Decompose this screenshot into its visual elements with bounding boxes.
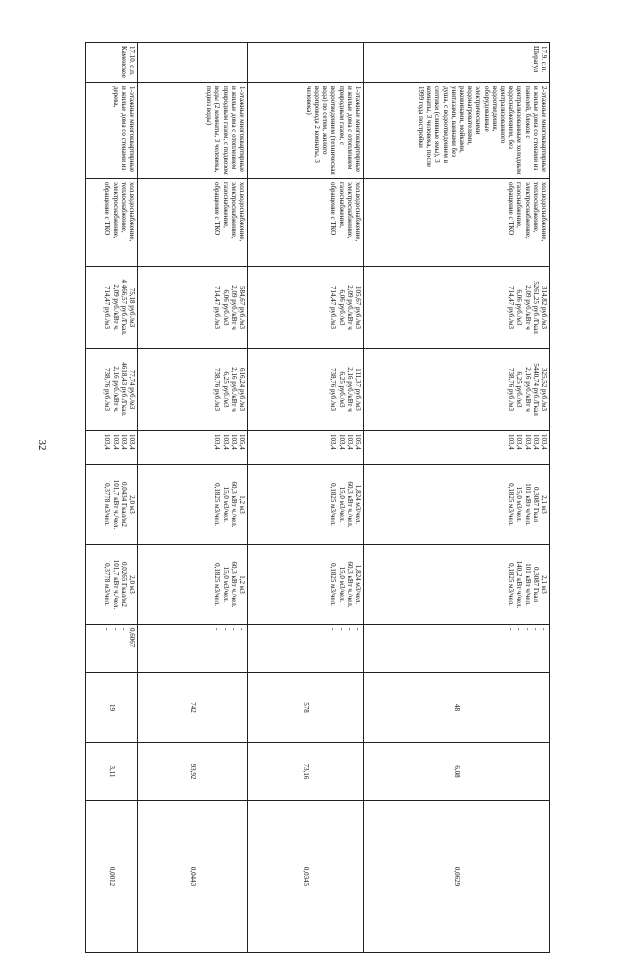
growth-cell — [364, 743, 550, 801]
other-col-line: - — [337, 628, 346, 631]
services-line: газоснабжение, — [337, 182, 346, 228]
other-col-line: - — [345, 628, 354, 631]
tariff-from-line: 6,06 руб./м3 — [221, 289, 230, 326]
index-line: 103,4 — [540, 434, 548, 450]
services-line: газоснабжение, — [515, 182, 524, 228]
index-line: 103,4 — [329, 434, 338, 450]
growth-text: 6,08 — [452, 765, 461, 778]
tariff-from-line: 314,82 руб./м3 — [540, 285, 548, 329]
tariff-to-line: 6,25 руб./м3 — [337, 371, 346, 408]
tariff-to-line: 2,16 руб./кВт ч — [345, 367, 354, 412]
other-col-line: - — [238, 628, 246, 631]
index-line: 105,4 — [238, 434, 246, 450]
norm-from-line: 0,3087 Гкал — [531, 486, 540, 522]
norm-to-line: 0,3087 Гкал — [531, 566, 540, 602]
share-text: 0,0629 — [452, 866, 461, 887]
norm-to-line: 0,3778 м3/чел. — [103, 563, 112, 606]
tariff-to-line: 325,52 руб./м3 — [540, 367, 548, 411]
tariff-from-line: 714,47 руб./м3 — [213, 285, 222, 329]
index-line: 103,4 — [523, 434, 532, 450]
services-line: хол.водоснабжение, — [238, 182, 246, 242]
other-col-line: - — [329, 628, 338, 631]
norm-to-line: 1,824 м3/чел. — [354, 564, 362, 605]
norm-from-line: 2,0 м3 — [128, 495, 136, 514]
services-cell — [248, 179, 364, 267]
housing-text: 1-этажные многоквартирные и жилые дома с отоплением природным газом, с подвозом воды (2 комнаты, 3 человека, подвоз воды) — [205, 86, 246, 175]
share-text: 0,0345 — [301, 866, 310, 887]
index-line: 103,4 — [103, 434, 112, 450]
table-row — [248, 43, 364, 953]
settlement-text: 17.10. с.п. Каменское — [119, 46, 136, 78]
norm-to-line: 15,0 м3/чел. — [221, 566, 230, 603]
norm-to-line: 140,2 кВт ч/чел. — [515, 560, 524, 609]
tariff-from-line: 4 466,57 руб./Гкал. — [119, 279, 128, 336]
norm-from-line: 15,0 м3/чел. — [221, 486, 230, 523]
norm-from-cell — [138, 465, 248, 545]
norm-from-line: 0,1825 м3/чел. — [329, 483, 338, 526]
tariff-to-line: 616,24 руб./м3 — [238, 367, 246, 411]
tariff-to-cell — [248, 349, 364, 431]
tariff-from-cell — [86, 267, 138, 349]
housing-type-cell — [86, 83, 138, 179]
other-cell — [86, 625, 138, 673]
other-col-line: - — [229, 628, 238, 631]
tariff-from-line: 6,06 руб./м3 — [337, 289, 346, 326]
index-line: 103,4 — [213, 434, 222, 450]
services-line: электроснабжение, — [523, 182, 532, 239]
tariff-to-line: 738,76 руб./м3 — [507, 367, 516, 411]
norm-to-line: 60,3 кВт ч./чел. — [229, 561, 238, 608]
norm-to-line: 0,1825 м3/чел. — [507, 563, 516, 606]
tariff-from-cell — [248, 267, 364, 349]
tariff-to-line: 2,16 руб./кВт ч — [229, 367, 238, 412]
norm-from-line: 0,1825 м3/чел. — [213, 483, 222, 526]
index-line: 103,4 — [345, 434, 354, 450]
tariff-to-line: 6,25 руб./м3 — [221, 371, 230, 408]
share-cell — [248, 801, 364, 953]
share-text: 0,0443 — [188, 866, 197, 887]
tariff-from-line: 75,18 руб./м3 — [128, 287, 136, 328]
count-text: 578 — [301, 702, 310, 713]
tariff-to-cell — [364, 349, 550, 431]
services-line: обращение с ТКО — [507, 182, 516, 236]
tariff-to-line: 2,16 руб./кВт ч — [523, 367, 532, 412]
norm-from-line: 1,824 м3/чел. — [354, 484, 362, 525]
services-line: обращение с ТКО — [103, 182, 112, 236]
norm-to-cell — [364, 545, 550, 625]
other-col-line: - — [103, 628, 112, 631]
services-line: обращение с ТКО — [213, 182, 222, 236]
services-line: теплоснабжение, — [119, 182, 128, 233]
growth-cell — [86, 743, 138, 801]
norm-from-line: 101,7 кВт ч./чел. — [111, 479, 120, 530]
other-col-line: 0,6067 — [128, 628, 136, 648]
norm-to-line: 60,3 кВт ч./чел. — [345, 561, 354, 608]
index-line: 103,4 — [128, 434, 136, 450]
norm-from-cell — [248, 465, 364, 545]
growth-text: 3,11 — [107, 765, 116, 778]
services-cell — [364, 179, 550, 267]
norm-from-line: 15,0 м3/чел. — [515, 486, 524, 523]
count-text: 19 — [107, 704, 116, 711]
tariff-to-line: 111,37 руб./м3 — [354, 368, 362, 411]
norm-from-line: 0,1825 м3/чел. — [507, 483, 516, 526]
norm-from-line: 101 кВт ч/чел. — [523, 483, 532, 526]
tariff-to-line: 6,25 руб./м3 — [515, 371, 524, 408]
norm-to-line: 0,1825 м3/чел. — [329, 563, 338, 606]
tariff-to-line: 738,76 руб./м3 — [213, 367, 222, 411]
tariff-from-line: 2,09 руб./кВт ч — [229, 285, 238, 330]
tariff-to-line: 738,76 руб./м3 — [103, 367, 112, 411]
norm-to-line: 0,1825 м3/чел. — [213, 563, 222, 606]
norm-from-line: 60,3 кВт ч./чел. — [345, 481, 354, 528]
index-cell — [364, 431, 550, 465]
index-cell — [138, 431, 248, 465]
services-line: хол.водоснабжение, — [354, 182, 362, 242]
other-col-line: - — [507, 628, 516, 631]
table-body — [86, 43, 550, 953]
table-row — [138, 43, 248, 953]
share-cell — [138, 801, 248, 953]
index-line: 103,4 — [515, 434, 524, 450]
norm-to-cell — [86, 545, 138, 625]
other-col-line: - — [111, 628, 120, 631]
norm-from-line: 60,3 кВт ч./чел. — [229, 481, 238, 528]
norm-to-line: 15,0 м3/чел. — [337, 566, 346, 603]
tariff-from-cell — [138, 267, 248, 349]
settlement-cell — [86, 43, 138, 83]
tariff-from-line: 105,67 руб./м3 — [354, 285, 362, 329]
index-line: 103,4 — [221, 434, 230, 450]
settlement-cell — [364, 43, 550, 83]
tariff-table — [85, 42, 550, 953]
count-cell — [86, 673, 138, 743]
tariff-to-line: 2,16 руб./кВт ч. — [111, 366, 120, 413]
tariff-from-cell — [364, 267, 550, 349]
other-col-line: - — [119, 628, 128, 631]
housing-type-cell — [248, 83, 364, 179]
services-line: обращение с ТКО — [329, 182, 338, 236]
share-text: 0,0012 — [107, 866, 116, 887]
norm-from-line: 2,1 м3 — [540, 495, 548, 514]
tariff-to-line: 5440,74 руб./Гкал — [531, 363, 540, 416]
tariff-to-line: 77,74 руб./м3 — [128, 369, 136, 410]
norm-to-line: 1,2 м3 — [238, 575, 246, 594]
index-line: 103,4 — [119, 434, 128, 450]
services-line: электроснабжение, — [345, 182, 354, 239]
norm-to-cell — [248, 545, 364, 625]
tariff-from-line: 714,47 руб./м3 — [507, 285, 516, 329]
landscape-sheet — [75, 42, 550, 887]
index-cell — [248, 431, 364, 465]
norm-from-line: 15,0 м3/чел. — [337, 486, 346, 523]
other-col-line: - — [221, 628, 230, 631]
count-text: 742 — [188, 702, 197, 713]
other-cell — [138, 625, 248, 673]
other-cell — [248, 625, 364, 673]
settlement-cell — [138, 43, 248, 83]
index-line: 103,4 — [507, 434, 516, 450]
tariff-from-line: 5261,25 руб./Гкал — [531, 281, 540, 334]
other-col-line: - — [531, 628, 540, 631]
tariff-to-cell — [86, 349, 138, 431]
housing-text: 1-этажные многоквартирные и жилые дома с отоплением природным газом, с водоотведением (техническая вода) по сетям, жилого водопровода 2 комнаты, 3 человека) — [304, 86, 362, 175]
index-line: 105,4 — [354, 434, 362, 450]
index-cell — [86, 431, 138, 465]
tariff-from-line: 6,06 руб./м3 — [515, 289, 524, 326]
share-cell — [364, 801, 550, 953]
tariff-from-line: 2,09 руб./кВт ч — [345, 285, 354, 330]
norm-to-cell — [138, 545, 248, 625]
norm-to-line: 0,0265 Гкал/м2 — [119, 562, 128, 607]
housing-text: 1-этажные многоквартирные и жилые дома со стенами из дерева, — [111, 86, 136, 173]
other-col-line: - — [515, 628, 524, 631]
settlement-cell — [248, 43, 364, 83]
tariff-from-line: 2,09 руб./кВт ч — [523, 285, 532, 330]
other-col-line: - — [523, 628, 532, 631]
growth-cell — [138, 743, 248, 801]
norm-to-line: 2,1 м3 — [540, 575, 548, 594]
count-cell — [364, 673, 550, 743]
tariff-from-line: 2,09 руб./кВт ч. — [111, 284, 120, 331]
services-line: теплоснабжение, — [531, 182, 540, 233]
norm-from-cell — [86, 465, 138, 545]
other-col-line: - — [354, 628, 362, 631]
other-cell — [364, 625, 550, 673]
share-cell — [86, 801, 138, 953]
housing-type-cell — [138, 83, 248, 179]
services-line: хол.водоснабжение, — [128, 182, 136, 242]
settlement-text: 17.9. с.п. Шерагул — [531, 46, 548, 73]
index-line: 103,4 — [111, 434, 120, 450]
tariff-from-line: 714,47 руб./м3 — [103, 285, 112, 329]
services-line: электроснабжение, — [229, 182, 238, 239]
count-cell — [248, 673, 364, 743]
growth-cell — [248, 743, 364, 801]
norm-from-cell — [364, 465, 550, 545]
services-cell — [86, 179, 138, 267]
growth-text: 93,92 — [188, 763, 197, 780]
index-line: 103,4 — [531, 434, 540, 450]
other-col-line: - — [213, 628, 222, 631]
services-line: хол.водоснабжение, — [540, 182, 548, 242]
norm-from-line: 0,0434 Гкал/м2 — [119, 482, 128, 527]
services-cell — [138, 179, 248, 267]
index-line: 103,4 — [229, 434, 238, 450]
housing-text: 2-этажные многоквартирные и жилые дома со стенами из панелей, блоков с централизованным холодным водоснабжением, без централизованного водоотведения, оборудованные электрическими водонагревателями, раковинами, мойками, унитазами, ваннами без душа, с водоотведением в септики (сливные ямы), 3 комнаты, 3 человека, после 1999 года постройки — [416, 86, 548, 175]
table-row — [86, 43, 138, 953]
norm-to-line: 101,7 кВт ч./чел. — [111, 559, 120, 610]
norm-to-line: 101 кВт ч/чел. — [523, 563, 532, 606]
services-line: электроснабжение, — [111, 182, 120, 239]
tariff-to-line: 4618,43 руб./Гкал. — [119, 362, 128, 417]
norm-from-line: 0,3778 м3/чел. — [103, 483, 112, 526]
norm-from-line: 1,2 м3 — [238, 495, 246, 514]
tariff-from-line: 714,47 руб./м3 — [329, 285, 338, 329]
tariff-to-cell — [138, 349, 248, 431]
page-number: 32 — [36, 439, 48, 451]
tariff-to-line: 738,76 руб./м3 — [329, 367, 338, 411]
table-row — [364, 43, 550, 953]
index-line: 103,4 — [337, 434, 346, 450]
services-line: газоснабжение, — [221, 182, 230, 228]
rotated-table-wrapper — [75, 42, 550, 887]
tariff-from-line: 584,67 руб./м3 — [238, 285, 246, 329]
housing-type-cell — [364, 83, 550, 179]
other-col-line: - — [540, 628, 548, 631]
growth-text: 73,16 — [301, 763, 310, 780]
norm-to-line: 2,0 м3 — [128, 575, 136, 594]
count-text: 48 — [452, 704, 461, 711]
count-cell — [138, 673, 248, 743]
